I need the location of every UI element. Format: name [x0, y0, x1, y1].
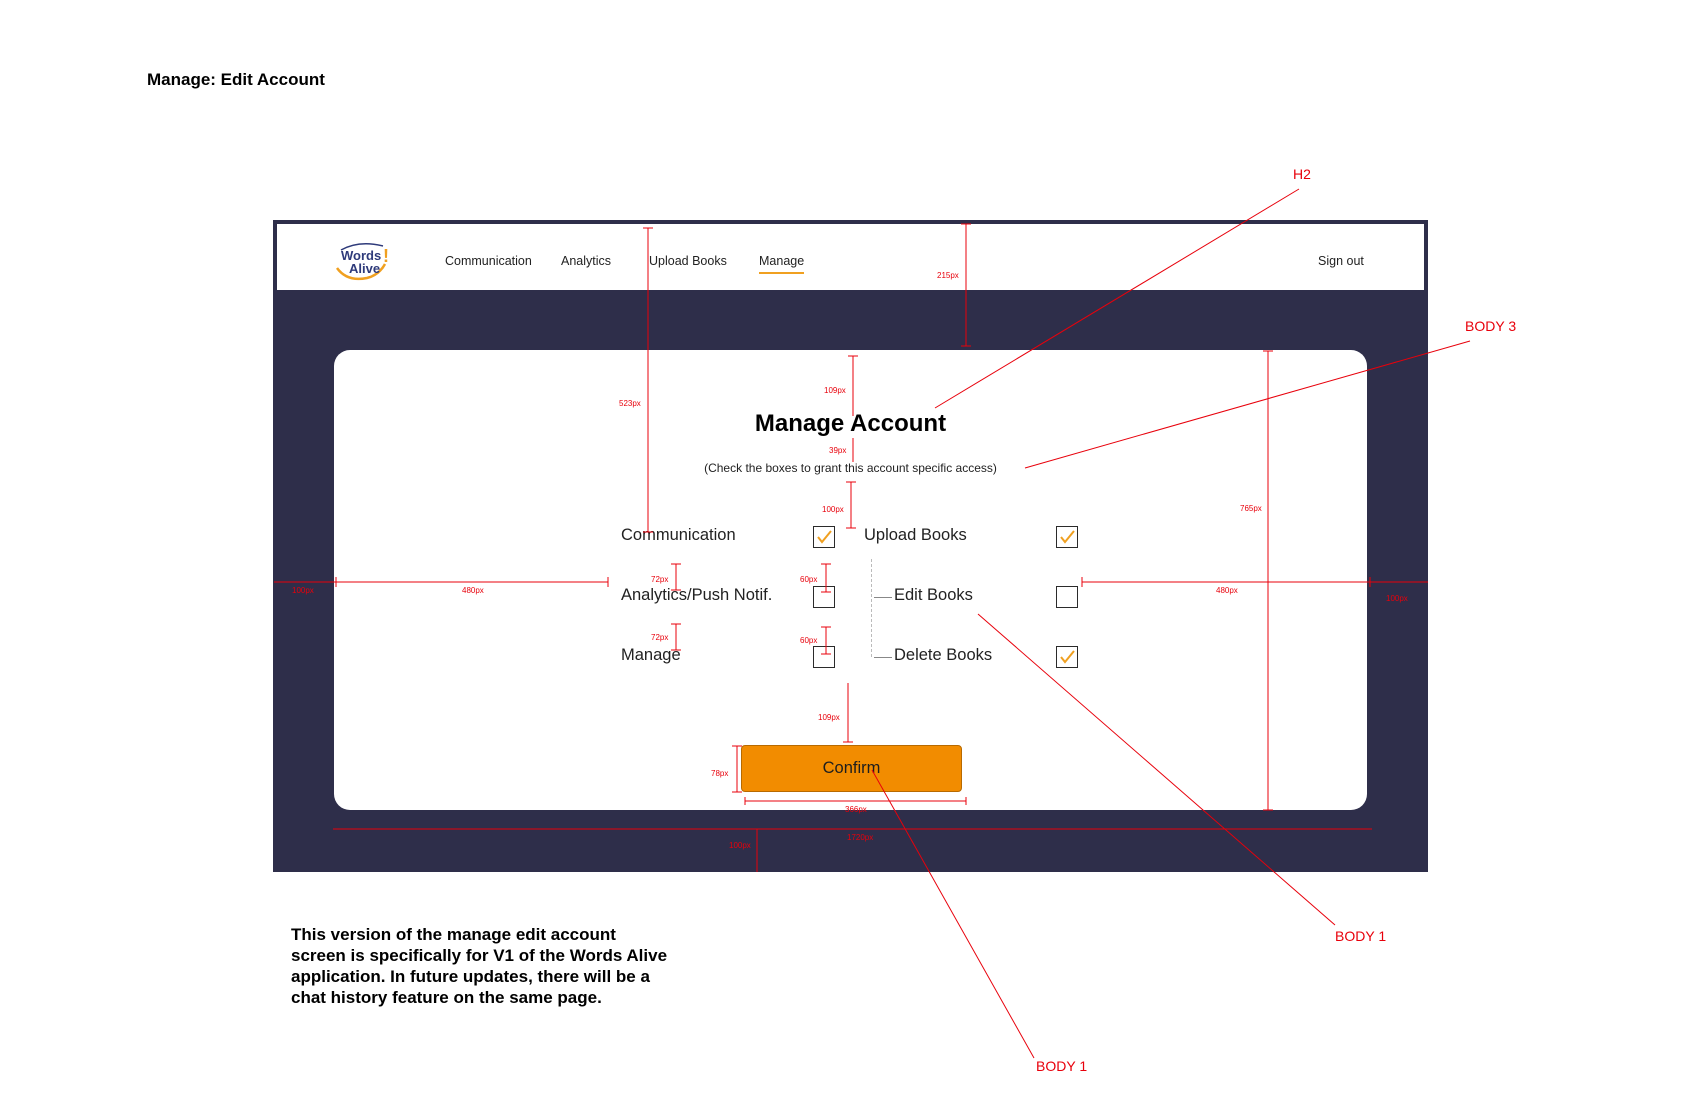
perm-label-upload-books: Upload Books — [864, 526, 967, 544]
body1-right-leader-line — [978, 614, 1335, 925]
sign-out-link[interactable]: Sign out — [1318, 254, 1364, 268]
dim-label-215: 215px — [937, 271, 959, 280]
body1-bottom-leader-line — [872, 770, 1034, 1058]
nav-analytics[interactable]: Analytics — [561, 254, 612, 268]
perm-label-manage: Manage — [621, 646, 681, 664]
annotation-body1-bottom: BODY 1 — [1036, 1058, 1088, 1074]
nav-manage-label: Manage — [759, 254, 805, 268]
dim-label-right-inner: 480px — [1216, 586, 1238, 595]
perm-label-delete-books: Delete Books — [894, 646, 993, 664]
logo-text-alive: Alive — [349, 261, 381, 276]
version-note: This version of the manage edit account screen is specifically for V1 of the Words Alive application. In future updates, there will be a chat history feature on the same page. — [291, 925, 668, 1007]
page-title: Manage: Edit Account — [147, 70, 325, 89]
card-title: Manage Account — [754, 410, 947, 437]
dim-label-left-inner: 480px — [462, 586, 484, 595]
dim-label-765: 765px — [1240, 504, 1262, 513]
logo-text-words: Words — [341, 248, 382, 263]
dim-label-left-margin: 100px — [292, 586, 314, 595]
perm-label-communication: Communication — [621, 526, 736, 544]
annotation-h2: H2 — [1293, 166, 1311, 182]
body3-leader-line — [1025, 341, 1470, 468]
annotation-body3: BODY 3 — [1465, 318, 1517, 334]
dim-label-100-bottom: 100px — [729, 841, 751, 850]
annotation-body1-right: BODY 1 — [1335, 928, 1387, 944]
dim-label-366: 366px — [845, 805, 867, 814]
perm-label-analytics: Analytics/Push Notif. — [621, 586, 773, 604]
dim-label-523: 523px — [619, 399, 641, 408]
dim-label-1720: 1720px — [847, 833, 874, 842]
dim-label-109-top: 109px — [824, 386, 846, 395]
nav-upload-books[interactable]: Upload Books — [649, 254, 727, 268]
dim-label-72a: 72px — [651, 575, 669, 584]
dim-label-39: 39px — [829, 446, 847, 455]
dim-label-100: 100px — [822, 505, 844, 514]
dim-label-60b: 60px — [800, 636, 818, 645]
svg-text:!: ! — [383, 246, 389, 266]
perm-label-edit-books: Edit Books — [894, 586, 973, 604]
card-subtitle: (Check the boxes to grant this account specific access) — [704, 461, 997, 475]
h2-leader-line — [935, 189, 1299, 408]
dim-label-78: 78px — [711, 769, 729, 778]
confirm-button[interactable]: Confirm — [741, 745, 962, 792]
dim-label-109-bottom: 109px — [818, 713, 840, 722]
nav-communication[interactable]: Communication — [445, 254, 532, 268]
dim-label-right-margin: 100px — [1386, 594, 1408, 603]
dim-label-72b: 72px — [651, 633, 669, 642]
dim-label-60a: 60px — [800, 575, 818, 584]
